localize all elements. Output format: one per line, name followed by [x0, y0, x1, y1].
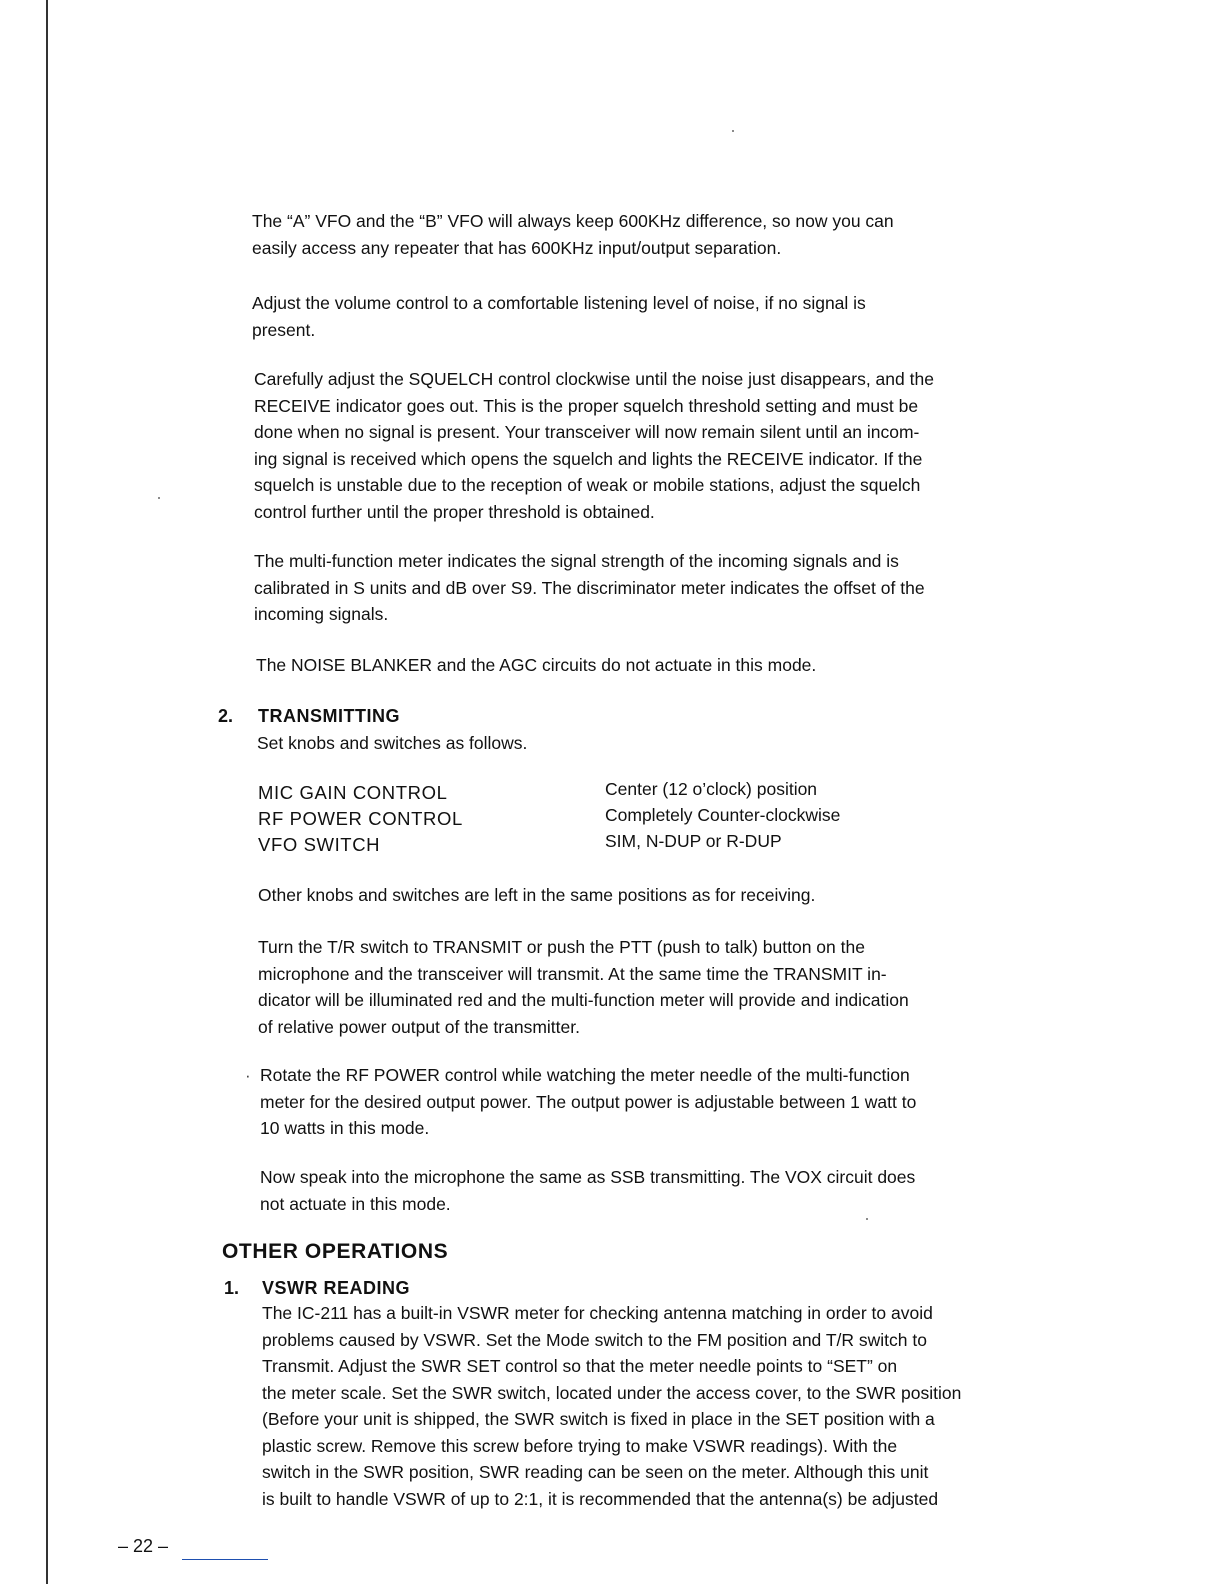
setting-name-rf-power: RF POWER CONTROL	[258, 808, 463, 829]
section-title-transmitting: TRANSMITTING	[258, 706, 400, 726]
setting-value-vfo-switch: SIM, N-DUP or R-DUP	[605, 831, 782, 851]
text-line: is built to handle VSWR of up to 2:1, it is recommended that the antenna(s) be adjusted	[262, 1488, 939, 1509]
text-line: Set knobs and switches as follows.	[257, 733, 528, 753]
paragraph-noise-blanker	[256, 652, 1016, 679]
binding-edge-line	[46, 0, 48, 1584]
setting-name-vfo-switch: VFO SWITCH	[258, 834, 381, 855]
text-line: control further until the proper threshold is obtained.	[254, 501, 655, 522]
text-line: plastic screw. Remove this screw before trying to make VSWR readings). With the	[262, 1435, 898, 1456]
text-line: Rotate the RF POWER control while watching the meter needle of the multi-function	[260, 1065, 910, 1085]
section-number: 2.	[218, 706, 234, 726]
text-line: of relative power output of the transmitter.	[258, 1016, 580, 1037]
text-line: meter for the desired output power. The output power is adjustable between 1 watt to	[260, 1091, 917, 1112]
text-line: incoming signals.	[254, 604, 389, 624]
paragraph-other-knobs	[258, 882, 1018, 909]
section-number: 1.	[224, 1278, 240, 1298]
margin-dot: ·	[245, 1066, 251, 1085]
text-line: Carefully adjust the SQUELCH control clockwise until the noise just disappears, and the	[254, 369, 934, 389]
paragraph-rf-power	[260, 1062, 1020, 1142]
text-line: Adjust the volume control to a comfortable listening level of noise, if no signal is	[252, 293, 866, 313]
text-line: Transmit. Adjust the SWR SET control so that the meter needle points to “SET” on	[262, 1356, 898, 1376]
text-line: the meter scale. Set the SWR switch, located under the access cover, to the SWR position	[262, 1382, 962, 1403]
text-line: calibrated in S units and dB over S9. The discriminator meter indicates the offset of the	[254, 577, 925, 598]
text-line: problems caused by VSWR. Set the Mode switch to the FM position and T/R switch to	[262, 1329, 927, 1350]
paragraph-transmit	[258, 934, 1018, 1040]
text-line: Now speak into the microphone the same as SSB transmitting. The VOX circuit does	[260, 1167, 916, 1187]
paragraph-speak	[260, 1164, 1022, 1217]
setting-name-mic-gain: MIC GAIN CONTROL	[258, 782, 448, 803]
text-line: 10 watts in this mode.	[260, 1118, 430, 1138]
paragraph-vswr	[262, 1300, 1022, 1512]
text-line: The “A” VFO and the “B” VFO will always keep 600KHz difference, so now you can	[252, 211, 894, 231]
text-line: done when no signal is present. Your transceiver will now remain silent until an incom-	[254, 422, 920, 442]
text-line: switch in the SWR position, SWR reading can be seen on the meter. Although this unit	[262, 1462, 929, 1482]
page-number: – 22 –	[118, 1536, 169, 1556]
setting-value-mic-gain: Center (12 o’clock) position	[605, 779, 818, 799]
scan-speck	[158, 497, 160, 499]
text-line: Turn the T/R switch to TRANSMIT or push the PTT (push to talk) button on the	[258, 937, 865, 957]
paragraph-vfo-difference	[252, 208, 1012, 261]
text-line: The NOISE BLANKER and the AGC circuits do not actuate in this mode.	[256, 655, 817, 675]
text-line: easily access any repeater that has 600KHz input/output separation.	[252, 237, 782, 258]
text-line: not actuate in this mode.	[260, 1193, 451, 1214]
scan-speck	[866, 1218, 868, 1220]
transmitting-intro	[257, 730, 957, 757]
text-line: ing signal is received which opens the squelch and lights the RECEIVE indicator. If the	[254, 448, 923, 469]
paragraph-meter	[254, 548, 1016, 628]
text-line: Other knobs and switches are left in the same positions as for receiving.	[258, 885, 816, 905]
paragraph-squelch	[254, 366, 1014, 525]
section-title-vswr: VSWR READING	[262, 1278, 411, 1298]
text-line: squelch is unstable due to the reception of weak or mobile stations, adjust the squelch	[254, 475, 921, 495]
text-line: The IC-211 has a built-in VSWR meter for checking antenna matching in order to avoid	[262, 1303, 933, 1323]
paragraph-volume	[252, 290, 1012, 343]
text-line: present.	[252, 319, 316, 340]
setting-value-rf-power: Completely Counter-clockwise	[605, 805, 841, 825]
text-line: microphone and the transceiver will transmit. At the same time the TRANSMIT in-	[258, 963, 887, 984]
footer-rule	[182, 1559, 268, 1560]
text-line: (Before your unit is shipped, the SWR switch is fixed in place in the SET position with a	[262, 1409, 935, 1429]
text-line: dicator will be illuminated red and the multi-function meter will provide and indication	[258, 990, 909, 1010]
scan-speck	[732, 130, 734, 132]
text-line: RECEIVE indicator goes out. This is the proper squelch threshold setting and must be	[254, 395, 919, 416]
text-line: The multi-function meter indicates the signal strength of the incoming signals and is	[254, 551, 899, 571]
heading-other-operations: OTHER OPERATIONS	[222, 1240, 449, 1263]
